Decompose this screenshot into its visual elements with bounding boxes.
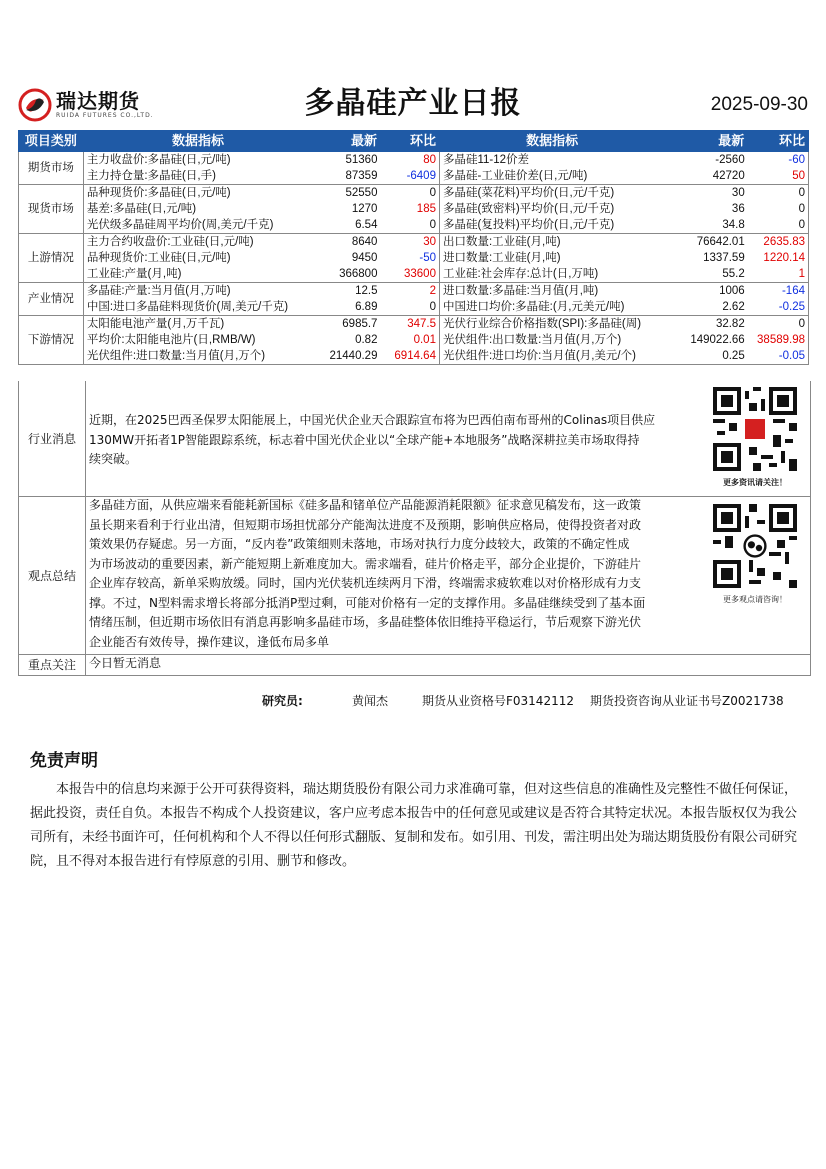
latest-right-cell: 55.2	[665, 266, 748, 283]
category-cell: 下游情况	[19, 316, 84, 365]
indicator-right-cell: 光伏组件:进口均价:当月值(月,美元/个)	[439, 348, 664, 365]
change-left-cell: 2	[380, 283, 439, 300]
indicator-right-cell: 中国进口均价:多晶硅:(月,元美元/吨)	[439, 299, 664, 316]
change-left-cell: 6914.64	[380, 348, 439, 365]
change-left-cell: -6409	[380, 168, 439, 185]
indicator-right-cell: 多晶硅-工业硅价差(日,元/吨)	[439, 168, 664, 185]
indicator-right-cell: 工业硅:社会库存:总计(日,万吨)	[439, 266, 664, 283]
indicator-right-cell: 多晶硅(致密料)平均价(日,元/千克)	[442, 203, 615, 215]
views-section	[18, 496, 811, 655]
latest-right-cell: 76642.01	[696, 236, 745, 248]
latest-right-cell: 149022.66	[690, 334, 745, 346]
disclaimer-title: 免责声明	[30, 751, 98, 771]
table-row	[19, 316, 809, 333]
data-table	[18, 130, 809, 365]
change-right-cell: -60	[748, 152, 809, 169]
qr-news-box	[713, 387, 797, 488]
views-line: 企业库存较高，新单采购放缓。同时，国内光伏装机连续两月下滑，终端需求疲软难以对价格形成有力支	[89, 576, 642, 590]
focus-label: 重点关注	[19, 654, 86, 675]
change-right-cell: -164	[748, 283, 809, 300]
header-indicator-right: 数据指标	[439, 131, 664, 152]
header-change-right: 环比	[748, 131, 809, 152]
news-line: 近期，在2025巴西圣保罗太阳能展上，中国光伏企业天合跟踪宣布将为巴西伯南布哥州的Colinas项目供应	[89, 413, 656, 427]
indicator-left-cell: 光伏级多晶硅周平均价(周,美元/千克)	[83, 217, 312, 234]
qr-views-box	[713, 504, 797, 605]
latest-left-cell: 6.89	[313, 299, 381, 316]
latest-right-cell: 2.62	[665, 299, 748, 316]
change-right-cell: 0	[748, 316, 809, 333]
latest-left-cell: 51360	[345, 154, 378, 166]
table-row	[19, 266, 809, 283]
views-line: 虽长期来看利于行业出清，但短期市场担忧部分产能淘汰进度不及预期，影响供应格局，使得投资者对政	[89, 517, 642, 532]
indicator-right-cell: 出口数量:工业硅(月,吨)	[442, 236, 561, 248]
table-row	[19, 299, 809, 316]
category-cell: 期货市场	[19, 152, 84, 185]
change-left-cell: 185	[380, 201, 439, 217]
indicator-left-cell: 太阳能电池产量(月,万千瓦)	[86, 318, 225, 330]
table-row	[19, 348, 809, 365]
views-line: 情绪压制，但近期市场依旧有消息再影响多晶硅市场，多晶硅整体依旧维持平稳运行，节后观察下游光伏	[89, 615, 642, 629]
change-right-cell: -0.25	[748, 299, 809, 316]
latest-right-cell: 34.8	[665, 217, 748, 234]
change-right-cell: -0.05	[748, 348, 809, 365]
latest-right-cell: 1337.59	[703, 252, 745, 264]
latest-right-cell: 1006	[719, 285, 745, 297]
indicator-left-cell: 主力持仓量:多晶硅(日,手)	[83, 168, 312, 185]
news-line: 续突破。	[89, 452, 138, 466]
header-change-left: 环比	[380, 131, 439, 152]
change-left-cell: 30	[380, 234, 439, 251]
table-header-row	[19, 131, 809, 152]
change-right-cell: 50	[748, 168, 809, 185]
indicator-right-cell: 光伏行业综合价格指数(SPI):多晶硅(周)	[442, 318, 642, 330]
change-left-cell: 0	[380, 299, 439, 316]
header-latest-right: 最新	[665, 131, 748, 152]
latest-left-cell: 12.5	[355, 285, 378, 297]
views-line: 企业能否有效传导，操作建议，逢低布局多单	[89, 634, 330, 649]
indicator-right-cell: 多晶硅(菜花料)平均价(日,元/千克)	[442, 187, 615, 199]
change-left-cell: 0	[380, 185, 439, 202]
views-line: 策效果仍存疑虑。另一方面，“反内卷”政策细则未落地，市场对执行力度分歧较大，政策的不确定性成	[89, 537, 630, 551]
latest-left-cell: 52550	[345, 187, 378, 199]
change-left-cell: 80	[380, 152, 439, 169]
indicator-left-cell: 基差:多晶硅(日,元/吨)	[86, 203, 197, 215]
table-body	[19, 152, 809, 365]
views-line: 多晶硅方面，从供应端来看能耗新国标《硅多晶和锗单位产品能源消耗限额》征求意见稿发布，这一政策	[89, 498, 642, 512]
change-left-cell: 347.5	[380, 316, 439, 333]
category-cell: 上游情况	[19, 234, 84, 283]
qr-news-caption: 更多资讯请关注！	[723, 478, 787, 487]
change-right-cell: 0	[748, 201, 809, 217]
views-line: 为市场波动的重要因素，新产能短期上新难度加大。需求端看，硅片价格走平，部分企业提价，下游硅片	[89, 556, 642, 571]
header-latest-left: 最新	[313, 131, 381, 152]
header-indicator-left: 数据指标	[83, 131, 312, 152]
indicator-left-cell: 主力收盘价:多晶硅(日,元/吨)	[86, 154, 231, 166]
latest-left-cell: 6.54	[313, 217, 381, 234]
qr-views-caption: 更多观点请咨询！	[723, 595, 787, 604]
indicator-left-cell: 光伏组件:进口数量:当月值(月,万个)	[83, 348, 312, 365]
latest-right-cell: 32.82	[715, 318, 745, 330]
qr-code-icon	[713, 387, 797, 471]
category-cell: 现货市场	[19, 185, 84, 234]
latest-left-cell: 366800	[313, 266, 381, 283]
indicator-right-cell: 多晶硅11-12价差	[442, 154, 530, 166]
table-row	[19, 234, 809, 251]
change-right-cell: 1220.14	[748, 250, 809, 266]
table-row	[19, 250, 809, 266]
latest-right-cell: 42720	[665, 168, 748, 185]
indicator-left-cell: 平均价:太阳能电池片(日,RMB/W)	[86, 334, 256, 346]
latest-right-cell: 30	[731, 187, 745, 199]
change-right-cell: 38589.98	[748, 332, 809, 348]
latest-left-cell: 8640	[351, 236, 378, 248]
indicator-right-cell: 进口数量:多晶硅:当月值(月,吨)	[442, 285, 599, 297]
change-right-cell: 0	[748, 185, 809, 202]
latest-left-cell: 87359	[313, 168, 381, 185]
table-row	[19, 283, 809, 300]
latest-left-cell: 21440.29	[313, 348, 381, 365]
category-cell: 产业情况	[19, 283, 84, 316]
change-left-cell: 33600	[380, 266, 439, 283]
disclaimer-body: 本报告中的信息均来源于公开可获得资料，瑞达期货股份有限公司力求准确可靠，但对这些信息的准确性及完整性不做任何保证，据此投资，责任自负。本报告不构成个人投资建议，客户应考虑本报告中的任何意见或建议是否符合其特定状况。本报告版权仅为我公司所有，未经书面许可，任何机构和个人不得以任何形式翻版、复制和发布。如引用、刊发，需注明出处为瑞达期货股份有限公司研究院，且不得对本报告进行有悖原意的引用、删节和修改。	[30, 782, 798, 869]
focus-section	[18, 654, 811, 676]
report-title: 多晶硅产业日报	[304, 86, 522, 121]
change-left-cell: -50	[380, 250, 439, 266]
latest-left-cell: 6985.7	[342, 318, 378, 330]
focus-text: 今日暂无消息	[89, 656, 162, 670]
change-left-cell: 0.01	[380, 332, 439, 348]
industry-news-section	[18, 381, 811, 497]
indicator-left-cell: 多晶硅:产量:当月值(月,万吨)	[86, 285, 231, 297]
news-line: 130MW开拓者1P智能跟踪系统，标志着中国光伏企业以“全球产能+本地服务”战略深耕拉美市场取得持	[89, 432, 640, 447]
industry-news-text	[89, 411, 699, 470]
latest-left-cell: 0.82	[355, 334, 378, 346]
researcher-license-1: 期货从业资格号F03142112	[422, 694, 574, 708]
table-row	[19, 217, 809, 234]
change-left-cell: 0	[380, 217, 439, 234]
table-row	[19, 185, 809, 202]
table-row	[19, 152, 809, 169]
table-row	[19, 201, 809, 217]
latest-right-cell: -2560	[715, 154, 745, 166]
change-right-cell: 0	[748, 217, 809, 234]
indicator-left-cell: 品种现货价:工业硅(日,元/吨)	[86, 252, 231, 264]
latest-right-cell: 0.25	[665, 348, 748, 365]
latest-left-cell: 9450	[351, 252, 378, 264]
logo-english: RUIDA FUTURES CO.,LTD.	[56, 112, 154, 119]
indicator-right-cell: 光伏组件:出口数量:当月值(月,万个)	[442, 334, 622, 346]
indicator-left-cell: 品种现货价:多晶硅(日,元/吨)	[86, 187, 231, 199]
indicator-left-cell: 中国:进口多晶硅料现货价(周,美元/千克)	[83, 299, 312, 316]
latest-right-cell: 36	[731, 203, 745, 215]
report-date: 2025-09-30	[710, 94, 808, 115]
researcher-label: 研究员:	[262, 694, 303, 708]
indicator-right-cell: 多晶硅(复投料)平均价(日,元/千克)	[439, 217, 664, 234]
table-row	[19, 168, 809, 185]
header-category: 项目类别	[19, 131, 84, 152]
researcher-license-2: 期货投资咨询从业证书号Z0021738	[590, 694, 784, 708]
views-text	[89, 496, 699, 652]
change-right-cell: 1	[748, 266, 809, 283]
report-header	[18, 78, 808, 128]
researcher-name: 黄闻杰	[352, 694, 389, 708]
views-label: 观点总结	[19, 496, 86, 654]
change-right-cell: 2635.83	[748, 234, 809, 251]
indicator-left-cell: 主力合约收盘价:工业硅(日,元/吨)	[86, 236, 254, 248]
views-line: 撑。不过，N型料需求增长将部分抵消P型过剩，可能对价格有一定的支撑作用。多晶硅继续受到了基本面	[89, 595, 646, 610]
qr-code-icon	[713, 504, 797, 588]
industry-news-label: 行业消息	[19, 381, 86, 496]
table-row	[19, 332, 809, 348]
logo-name: 瑞达期货	[56, 89, 140, 113]
indicator-left-cell: 工业硅:产量(月,吨)	[83, 266, 312, 283]
indicator-right-cell: 进口数量:工业硅(月,吨)	[442, 252, 561, 264]
latest-left-cell: 1270	[351, 203, 378, 215]
